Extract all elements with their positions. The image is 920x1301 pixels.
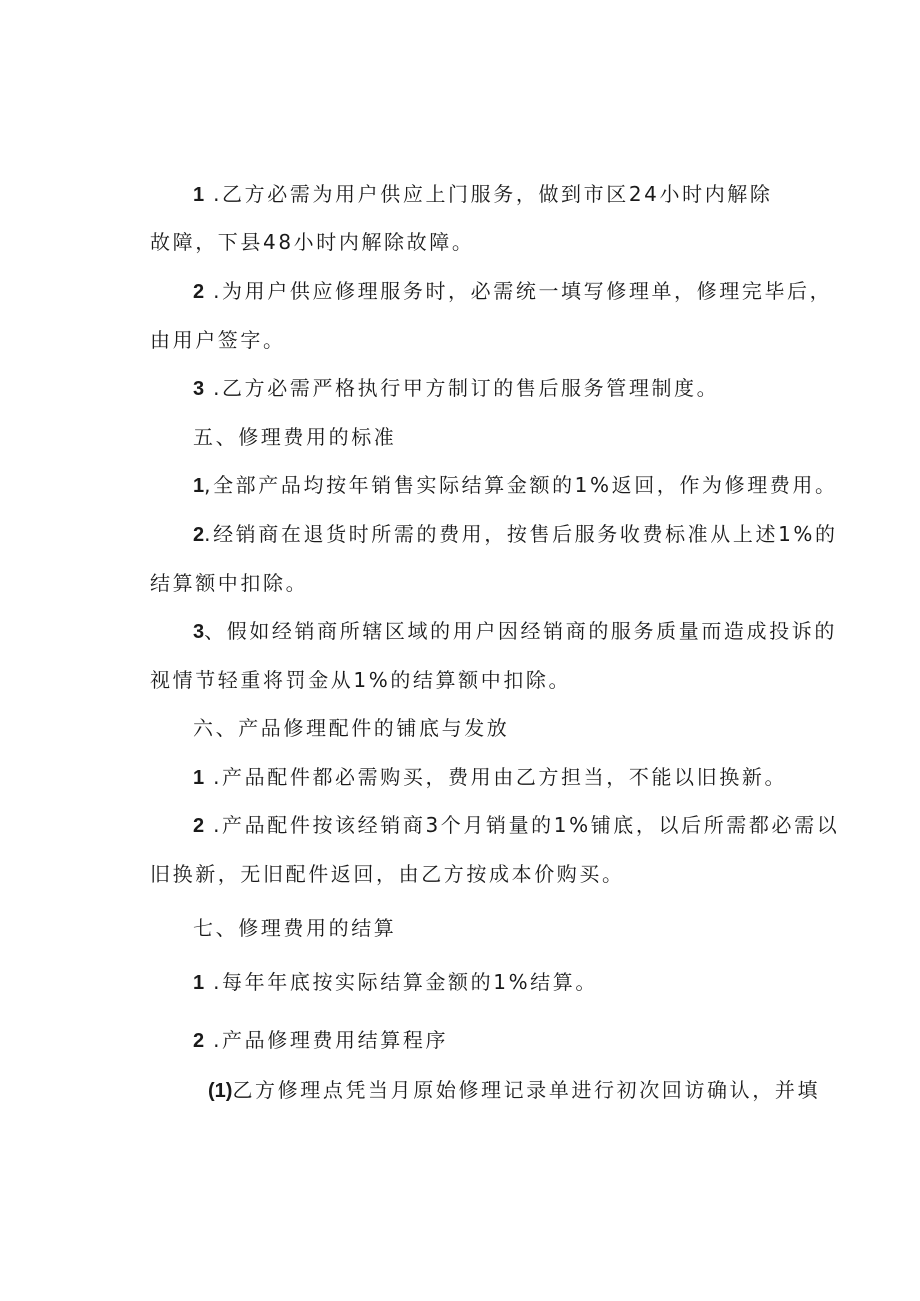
clause-4-2-line-2: 由用户签字。 <box>150 328 286 352</box>
clause-4-1-line-2: 故障，下县48小时内解除故障。 <box>150 230 475 254</box>
clause-7-1-line: 1 .每年年底按实际结算金额的1%结算。 <box>193 970 598 994</box>
clause-5-2-line-2: 结算额中扣除。 <box>150 571 309 595</box>
clause-6-2-line-2: 旧换新，无旧配件返回，由乙方按成本价购买。 <box>150 862 625 886</box>
section-5-heading: 五、修理费用的标准 <box>193 425 397 449</box>
clause-7-2-line: 2 .产品修理费用结算程序 <box>193 1028 449 1052</box>
clause-4-3-line: 3 .乙方必需严格执行甲方制订的售后服务管理制度。 <box>193 376 720 400</box>
clause-6-2-line-1: 2 .产品配件按该经销商3个月销量的1%铺底，以后所需都必需以 <box>193 813 840 837</box>
section-6-heading: 六、产品修理配件的铺底与发放 <box>193 716 510 740</box>
clause-7-2-sub-1-line: (1)乙方修理点凭当月原始修理记录单进行初次回访确认，并填 <box>208 1078 821 1102</box>
clause-5-3-line-1: 3、假如经销商所辖区域的用户因经销商的服务质量而造成投诉的 <box>193 619 837 643</box>
clause-5-1-line: 1,全部产品均按年销售实际结算金额的1%返回，作为修理费用。 <box>193 473 838 497</box>
clause-5-3-line-2: 视情节轻重将罚金从1%的结算额中扣除。 <box>150 668 572 692</box>
section-7-heading: 七、修理费用的结算 <box>193 916 397 940</box>
clause-6-1-line: 1 .产品配件都必需购买，费用由乙方担当，不能以旧换新。 <box>193 765 788 789</box>
clause-4-2-line-1: 2 .为用户供应修理服务时，必需统一填写修理单，修理完毕后， <box>193 279 833 303</box>
clause-4-1-line-1: 1 .乙方必需为用户供应上门服务，做到市区24小时内解除 <box>193 182 773 206</box>
clause-5-2-line-1: 2.经销商在退货时所需的费用，按售后服务收费标准从上述1%的 <box>193 522 838 546</box>
